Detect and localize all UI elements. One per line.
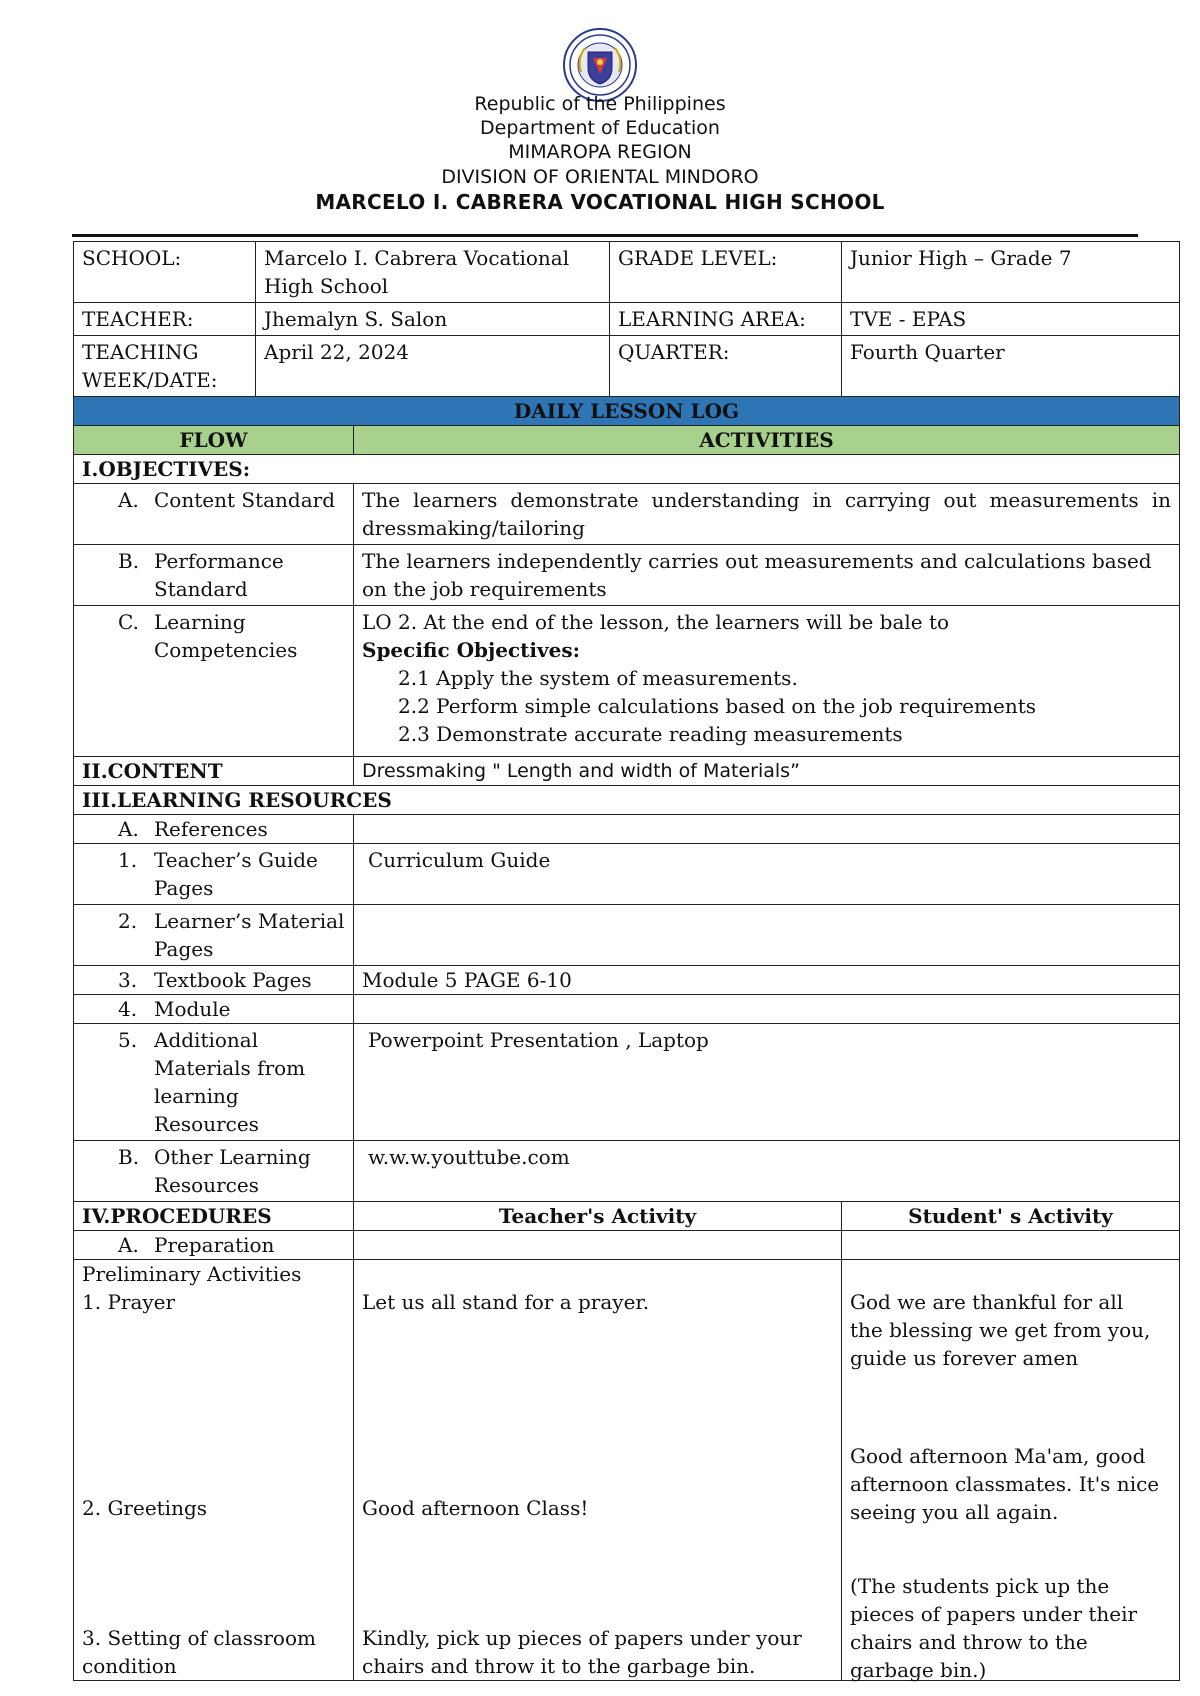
additional-materials-row <box>74 1024 1180 1141</box>
other-resources-value: w.w.w.youttube.com <box>354 1141 1180 1202</box>
objective-2: 2.2 Perform simple calculations based on the job requirements <box>398 694 1036 718</box>
additional-materials-value: Powerpoint Presentation , Laptop <box>354 1024 1180 1141</box>
preliminary-activities-label: Preliminary Activities <box>82 1262 302 1286</box>
module-value <box>354 995 1180 1024</box>
flow-header: FLOW <box>74 426 354 455</box>
textbook-pages-label: Textbook Pages <box>154 968 312 992</box>
procedures-label: IV.PROCEDURES <box>74 1202 354 1231</box>
references-cell <box>74 815 354 844</box>
learning-competencies-label: Learning Competencies <box>154 610 298 662</box>
quarter-value: Fourth Quarter <box>842 336 1180 397</box>
learning-competencies-cell <box>74 606 354 757</box>
daily-lesson-log-table <box>73 241 1180 1681</box>
header-region: MIMAROPA REGION <box>508 141 692 163</box>
objectives-row <box>74 455 1180 484</box>
week-date-label: TEACHING WEEK/DATE: <box>74 336 256 397</box>
performance-standard-label: Performance Standard <box>154 549 284 601</box>
content-standard-cell <box>74 484 354 545</box>
learning-area-value: TVE - EPAS <box>842 303 1180 336</box>
dll-title-row <box>74 397 1180 426</box>
teachers-guide-num: 1. <box>118 848 138 872</box>
textbook-pages-row <box>74 966 1180 995</box>
learning-resources-label: III.LEARNING RESOURCES <box>74 786 1180 815</box>
module-cell <box>74 995 354 1024</box>
teachers-guide-label: Teacher’s Guide Pages <box>154 848 318 900</box>
info-row-week <box>74 336 1180 397</box>
info-row-teacher <box>74 303 1180 336</box>
teachers-guide-cell <box>74 844 354 905</box>
prayer-student-text: God we are thankful for all the blessing we get from you, guide us forever amen <box>850 1290 1151 1370</box>
teacher-value: Jhemalyn S. Salon <box>256 303 610 336</box>
learning-competencies-letter: C. <box>118 610 139 634</box>
header-divider <box>72 234 1138 237</box>
content-standard-text: The learners demonstrate understanding in carrying out measurements in dressmaking/tailoring <box>354 484 1180 545</box>
objective-3: 2.3 Demonstrate accurate reading measurements <box>398 722 903 746</box>
header-republic: Republic of the Philippines <box>474 93 726 115</box>
other-resources-letter: B. <box>118 1145 140 1169</box>
content-standard-row <box>74 484 1180 545</box>
performance-standard-letter: B. <box>118 549 140 573</box>
performance-standard-cell <box>74 545 354 606</box>
info-row-school <box>74 242 1180 303</box>
learners-material-row <box>74 905 1180 966</box>
teachers-guide-value: Curriculum Guide <box>354 844 1180 905</box>
references-value <box>354 815 1180 844</box>
greetings-label: 2. Greetings <box>82 1496 208 1520</box>
learning-competencies-text <box>354 606 1180 757</box>
header-department: Department of Education <box>480 117 720 139</box>
school-label: SCHOOL: <box>74 242 256 303</box>
additional-materials-cell <box>74 1024 354 1141</box>
references-label: References <box>154 817 268 841</box>
objectives-label: I.OBJECTIVES: <box>74 455 1180 484</box>
performance-standard-text: The learners independently carries out measurements and calculations based on the job requirements <box>354 545 1180 606</box>
objective-1: 2.1 Apply the system of measurements. <box>398 666 798 690</box>
teachers-guide-row <box>74 844 1180 905</box>
textbook-pages-cell <box>74 966 354 995</box>
preparation-student <box>842 1231 1180 1260</box>
grade-level-value: Junior High – Grade 7 <box>842 242 1180 303</box>
lo-text: LO 2. At the end of the lesson, the learners will be bale to <box>362 610 950 634</box>
preliminary-activities-row <box>74 1260 1180 1681</box>
setting-classroom-label: 3. Setting of classroom condition <box>82 1626 316 1678</box>
learning-area-label: LEARNING AREA: <box>610 303 842 336</box>
dll-title: DAILY LESSON LOG <box>74 397 1180 426</box>
learners-material-label: Learner’s Material Pages <box>154 909 345 961</box>
grade-level-label: GRADE LEVEL: <box>610 242 842 303</box>
additional-materials-num: 5. <box>118 1028 138 1052</box>
greetings-teacher-text: Good afternoon Class! <box>362 1496 589 1520</box>
teacher-activity-header: Teacher's Activity <box>354 1202 842 1231</box>
teacher-label: TEACHER: <box>74 303 256 336</box>
preliminary-teacher-cell <box>354 1260 842 1681</box>
quarter-label: QUARTER: <box>610 336 842 397</box>
prayer-label: 1. Prayer <box>82 1290 176 1314</box>
specific-objectives-label: Specific Objectives: <box>362 638 580 662</box>
week-date-value: April 22, 2024 <box>256 336 610 397</box>
procedures-header-row <box>74 1202 1180 1231</box>
setting-teacher-text: Kindly, pick up pieces of papers under your chairs and throw it to the garbage bin. <box>362 1626 802 1678</box>
prayer-teacher-text: Let us all stand for a prayer. <box>362 1290 650 1314</box>
additional-materials-label: Additional Materials from learning Resources <box>154 1028 306 1136</box>
flow-activities-header-row <box>74 426 1180 455</box>
textbook-pages-value: Module 5 PAGE 6-10 <box>354 966 1180 995</box>
performance-standard-row <box>74 545 1180 606</box>
other-resources-label: Other Learning Resources <box>154 1145 311 1197</box>
preparation-letter: A. <box>118 1233 139 1257</box>
activities-header: ACTIVITIES <box>354 426 1180 455</box>
setting-student-text: (The students pick up the pieces of papers under their chairs and throw to the garbage bin.) <box>850 1574 1138 1682</box>
preparation-cell <box>74 1231 354 1260</box>
other-resources-row <box>74 1141 1180 1202</box>
content-standard-letter: A. <box>118 488 139 512</box>
header-division: DIVISION OF ORIENTAL MINDORO <box>441 166 759 188</box>
content-label: II.CONTENT <box>74 757 354 786</box>
preliminary-student-cell <box>842 1260 1180 1681</box>
content-row <box>74 757 1180 786</box>
module-label: Module <box>154 997 231 1021</box>
header-school-title: MARCELO I. CABRERA VOCATIONAL HIGH SCHOOL <box>315 190 885 214</box>
preparation-teacher <box>354 1231 842 1260</box>
student-activity-header: Student' s Activity <box>842 1202 1180 1231</box>
learners-material-cell <box>74 905 354 966</box>
textbook-pages-num: 3. <box>118 968 138 992</box>
learners-material-value <box>354 905 1180 966</box>
content-text: Dressmaking " Length and width of Materials” <box>354 757 1180 786</box>
module-row <box>74 995 1180 1024</box>
content-standard-label: Content Standard <box>154 488 336 512</box>
preliminary-flow-cell <box>74 1260 354 1681</box>
school-value: Marcelo I. Cabrera Vocational High School <box>256 242 610 303</box>
module-num: 4. <box>118 997 138 1021</box>
learning-resources-row <box>74 786 1180 815</box>
greetings-student-text: Good afternoon Ma'am, good afternoon classmates. It's nice seeing you all again. <box>850 1444 1160 1524</box>
learners-material-num: 2. <box>118 909 138 933</box>
preparation-row <box>74 1231 1180 1260</box>
references-letter: A. <box>118 817 139 841</box>
other-resources-cell <box>74 1141 354 1202</box>
references-row <box>74 815 1180 844</box>
learning-competencies-row <box>74 606 1180 757</box>
preparation-label: Preparation <box>154 1233 275 1257</box>
